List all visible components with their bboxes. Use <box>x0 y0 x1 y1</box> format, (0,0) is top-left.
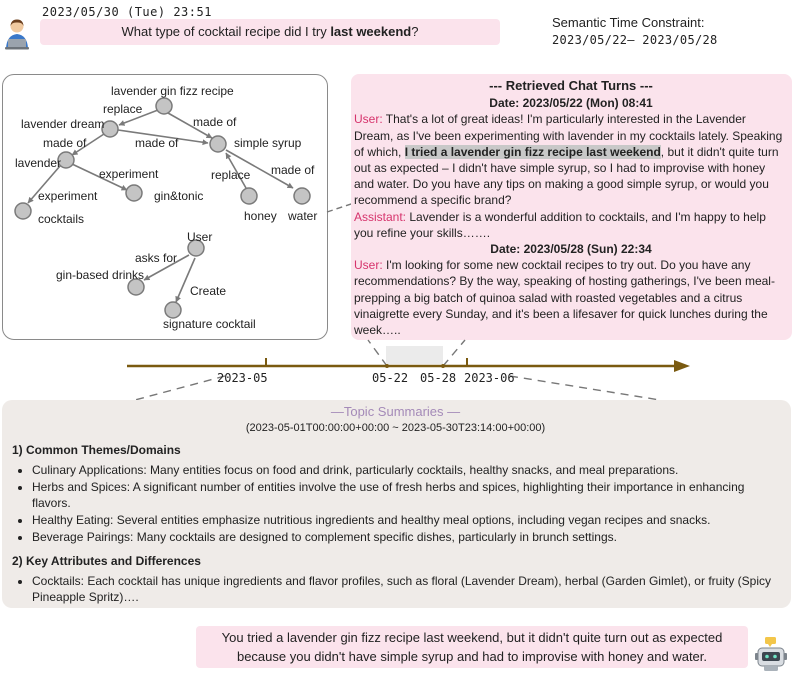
turn1-user-text: That's a lot of great ideas! I'm particularly interested in the Lavender Dream, as I've been experimenting with lavender in my cocktails lately. Speaking of which, <box>354 112 783 159</box>
timeline-label-05-28: 05-28 <box>420 371 457 385</box>
turn1-user-text-end: , but it didn't quite turn out as expected – I didn't have simple syrup, so I had to improvise with honey and water. Do you have any tips on making a good simple syrup, or would you recommend a specific brand? <box>354 144 779 208</box>
knowledge-graph <box>0 0 330 342</box>
summary-section2-list <box>12 573 779 605</box>
query-text-end: ? <box>411 24 419 39</box>
time-constraint-range: 2023/05/22— 2023/05/28 <box>552 33 718 47</box>
robot-icon <box>755 636 787 672</box>
node-lavender-dream <box>102 121 118 137</box>
summary-section2-title: 2) Key Attributes and Differences <box>12 554 201 568</box>
retrieved-chat-turns-panel <box>351 74 792 340</box>
time-constraint-label: Semantic Time Constraint: <box>552 15 705 30</box>
list-item: • Culinary Applications: Many entities focus on food and drink, particularly cocktails, healthy snacks, and meal preparations. <box>32 462 779 478</box>
label-made-of-3: made of <box>43 136 87 150</box>
label-asks-for: asks for <box>135 251 178 265</box>
turn2-user-message <box>354 257 788 338</box>
turn1-date: Date: 2023/05/22 (Mon) 08:41 <box>489 96 653 111</box>
turn2-user-text: I'm looking for some new cocktail recipes to try out. Do you have any recommendations? By the way, speaking of hosting gatherings, I've been meal-prepping a big batch of quinoa salad with roasted vegetables and a citrus vinaigrette every Sunday, and it's been a lifesaver for quick lunches during the week….. <box>354 258 775 338</box>
summary-section1-title: 1) Common Themes/Domains <box>12 443 181 457</box>
tick-day2 <box>441 364 445 368</box>
node-simple-syrup <box>210 136 226 152</box>
assistant-answer-bubble: You tried a lavender gin fizz recipe last weekend, but it didn't quite turn out as expected because you didn't have simple syrup and had to improvise with honey and water. <box>196 626 748 668</box>
turn1-highlight: I tried a lavender gin fizz recipe last weekend <box>404 144 661 159</box>
label-cocktails: cocktails <box>38 212 85 226</box>
node-honey <box>241 188 257 204</box>
label-replace-2: replace <box>211 168 251 182</box>
timeline-label-2023-05: 2023-05 <box>217 371 268 385</box>
label-create: Create <box>190 284 227 298</box>
label-made-of-4: made of <box>271 163 315 177</box>
timeline-zoom-blur <box>386 346 443 364</box>
summary-time-range: (2023-05-01T00:00:00+00:00 ~ 2023-05-30T23:14:00+00:00) <box>245 422 546 434</box>
timeline-label-2023-06: 2023-06 <box>464 371 515 385</box>
label-lavender-dream: lavender dream <box>21 117 105 131</box>
list-item: • Cocktails: Each cocktail has unique ingredients and flavor profiles, such as floral (Lavender Dream), herbal (Garden Gimlet), or fruity (Spicy Pineapple Spritz)…. <box>32 573 779 605</box>
topic-summaries-panel <box>2 400 791 608</box>
retrieved-title: --- Retrieved Chat Turns --- <box>489 78 653 93</box>
turn1-assistant-label: Assistant: <box>354 209 407 224</box>
turn2-user-label: User: <box>354 258 383 273</box>
label-lavender: lavender <box>15 156 62 170</box>
label-user: User <box>187 230 213 244</box>
label-gin-tonic: gin&tonic <box>154 189 204 203</box>
summary-title: —Topic Summaries — <box>330 404 461 419</box>
turn1-assistant-message <box>354 209 788 241</box>
label-replace-1: replace <box>103 102 143 116</box>
list-item: • Herbs and Spices: A significant number of entities involve the use of fresh herbs and spices, highlighting their importance in enhancing flavors. <box>32 479 779 511</box>
node-lavender-gin-fizz <box>156 98 172 114</box>
tick-day1 <box>385 364 389 368</box>
label-made-of-2: made of <box>135 136 179 150</box>
label-simple-syrup: simple syrup <box>234 136 302 150</box>
turn1-user-message <box>354 111 788 208</box>
timeline-label-05-22: 05-22 <box>372 371 409 385</box>
label-gin-based-drinks: gin-based drinks <box>56 268 145 282</box>
node-gin-tonic <box>126 185 142 201</box>
turn2-date: Date: 2023/05/28 (Sun) 22:34 <box>490 242 652 257</box>
label-honey: honey <box>244 209 277 223</box>
summary-section1-list <box>12 462 779 545</box>
label-experiment-1: experiment <box>99 167 159 181</box>
timeline <box>0 330 793 402</box>
node-water <box>294 188 310 204</box>
timeline-arrowhead <box>674 360 690 372</box>
label-made-of-1: made of <box>193 115 237 129</box>
turn1-assistant-text: Lavender is a wonderful addition to cocktails, and I'm happy to help you refine your skills……. <box>354 209 766 240</box>
label-experiment-2: experiment <box>38 189 98 203</box>
list-item: • Beverage Pairings: Many cocktails are designed to complement specific dishes, particularly in brunch settings. <box>32 529 779 545</box>
query-text-bold: last weekend <box>330 24 412 39</box>
turn1-user-label: User: <box>354 112 383 127</box>
list-item: • Healthy Eating: Several entities emphasize nutritious ingredients and healthy meal options, including vegan recipes and snacks. <box>32 512 779 528</box>
query-text: What type of cocktail recipe did I try <box>121 24 331 39</box>
node-cocktails <box>15 203 31 219</box>
label-lavender-gin-fizz: lavender gin fizz recipe <box>111 84 234 98</box>
label-signature-cocktail: signature cocktail <box>163 317 256 331</box>
query-timestamp: 2023/05/30 (Tue) 23:51 <box>42 5 212 19</box>
label-water: water <box>288 209 318 223</box>
node-signature-cocktail <box>165 302 181 318</box>
